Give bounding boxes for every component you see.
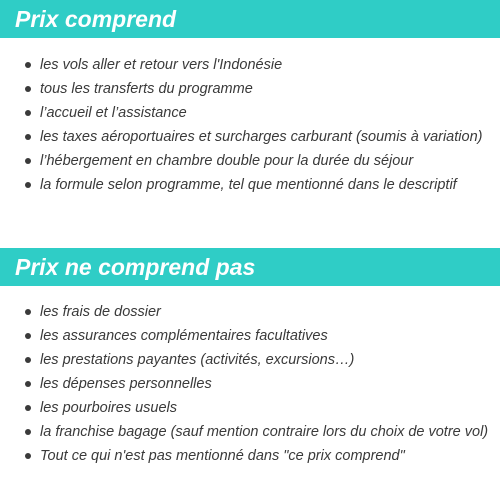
list-item bbox=[0, 173, 482, 197]
list-item bbox=[0, 444, 488, 468]
list-item bbox=[0, 77, 482, 101]
list-item-text: les taxes aéroportuaires et surcharges carburant (soumis à variation) bbox=[40, 129, 483, 145]
list-item-text: Tout ce qui n'est pas mentionné dans "ce prix comprend" bbox=[40, 448, 405, 464]
bullet-icon bbox=[25, 158, 31, 164]
price-includes-section bbox=[0, 0, 500, 193]
bullet-icon bbox=[25, 453, 31, 459]
bullet-icon bbox=[25, 134, 31, 140]
list-item-text: les vols aller et retour vers l'Indonésie bbox=[40, 57, 283, 73]
list-item bbox=[0, 53, 482, 77]
list-item-text: les prestations payantes (activités, excursions…) bbox=[40, 352, 355, 368]
list-item-text: les pourboires usuels bbox=[40, 400, 178, 416]
list-item bbox=[0, 125, 482, 149]
list-item bbox=[0, 396, 488, 420]
bullet-icon bbox=[25, 86, 31, 92]
list-item-text: les dépenses personnelles bbox=[40, 376, 212, 392]
list-item bbox=[0, 149, 482, 173]
list-item-text: l’accueil et l’assistance bbox=[40, 105, 187, 121]
list-item-text: l’hébergement en chambre double pour la durée du séjour bbox=[40, 153, 414, 169]
price-excludes-header: Prix ne comprend pas bbox=[0, 248, 500, 286]
bullet-icon bbox=[25, 309, 31, 315]
price-excludes-section bbox=[0, 248, 500, 464]
bullet-icon bbox=[25, 357, 31, 363]
bullet-icon bbox=[25, 333, 31, 339]
list-item-text: la formule selon programme, tel que mentionné dans le descriptif bbox=[40, 177, 457, 193]
list-item bbox=[0, 101, 482, 125]
list-item-text: les assurances complémentaires facultatives bbox=[40, 328, 328, 344]
list-item bbox=[0, 420, 488, 444]
list-item bbox=[0, 372, 488, 396]
bullet-icon bbox=[25, 182, 31, 188]
list-item bbox=[0, 324, 488, 348]
list-item-text: tous les transferts du programme bbox=[40, 81, 253, 97]
list-item bbox=[0, 300, 488, 324]
price-includes-header: Prix comprend bbox=[0, 0, 500, 38]
list-item-text: la franchise bagage (sauf mention contraire lors du choix de votre vol) bbox=[40, 424, 489, 440]
bullet-icon bbox=[25, 110, 31, 116]
bullet-icon bbox=[25, 381, 31, 387]
price-includes-list bbox=[0, 53, 482, 197]
bullet-icon bbox=[25, 429, 31, 435]
list-item bbox=[0, 348, 488, 372]
bullet-icon bbox=[25, 62, 31, 68]
list-item-text: les frais de dossier bbox=[40, 304, 161, 320]
bullet-icon bbox=[25, 405, 31, 411]
price-excludes-list bbox=[0, 300, 488, 468]
